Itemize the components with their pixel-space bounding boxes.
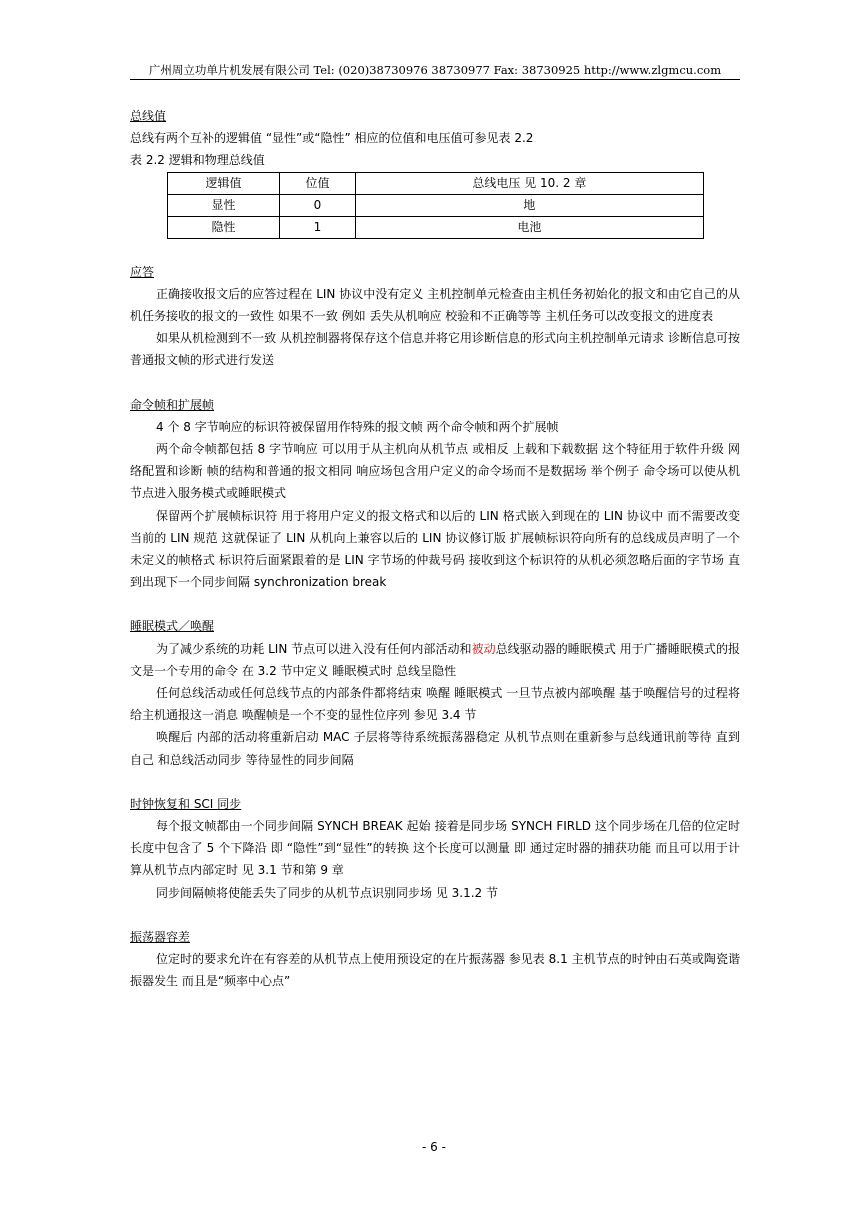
paragraph: 两个命令帧都包括 8 字节响应 可以用于从主机向从机节点 或相反 上载和下载数据 这个特征用于软件升级 网络配置和诊断 帧的结构和普通的报文相同 响应场包含用户定义的命令场而不是数据场 举个例子 命令场可以使从机节点进入服务模式或睡眠模式	[130, 442, 740, 501]
paragraph: 位定时的要求允许在有容差的从机节点上使用预设定的在片振荡器 参见表 8.1 主机节点的时钟由石英或陶瓷谐振器发生 而且是“频率中心点”	[130, 952, 740, 989]
paragraph: 保留两个扩展帧标识符 用于将用户定义的报文格式和以后的 LIN 格式嵌入到现在的 LIN 协议中 而不需要改变当前的 LIN 规范 这就保证了 LIN 从机向上兼容以后的 LIN 协议修订版 扩展帧标识符向所有的总线成员声明了一个未定义的帧格式 标识符后面紧跟着的是 LIN 字节场的仲裁号码 接收到这个标识符的从机必须忽略后面的字节场 直到出现下一个同步间隔 synchronization break	[130, 508, 740, 590]
table-cell: 隐性	[168, 216, 280, 238]
table-cell: 1	[280, 216, 356, 238]
section-heading-bus-values: 总线值	[130, 109, 167, 123]
text-run: 总线驱动器的睡眠模式 用于广播睡眠模式的报文是一个专用的命令 在 3.2 节中定义 睡眠模式时 总线呈隐性	[130, 641, 740, 678]
table-cell: 电池	[355, 216, 703, 238]
paragraph: 4 个 8 字节响应的标识符被保留用作特殊的报文帧 两个命令帧和两个扩展帧	[156, 419, 559, 434]
section-heading-clock-recovery: 时钟恢复和 SCI 同步	[130, 796, 242, 811]
paragraph	[130, 638, 740, 682]
page-header: 广州周立功单片机发展有限公司 Tel: (020)38730976 38730977 Fax: 38730925 http://www.zlgmcu.com	[148, 63, 722, 77]
table-row	[168, 216, 704, 238]
paragraph: 如果从机检测到不一致 从机控制器将保存这个信息并将它用诊断信息的形式向主机控制单元请求 诊断信息可按普通报文帧的形式进行发送	[130, 331, 740, 368]
table-cell: 显性	[168, 194, 280, 216]
bus-values-intro: 总线有两个互补的逻辑值 “显性”或“隐性” 相应的位值和电压值可参见表 2.2	[130, 131, 534, 146]
table-caption: 表 2.2 逻辑和物理总线值	[130, 153, 265, 168]
bus-values-table	[167, 172, 704, 239]
table-cell: 地	[355, 194, 703, 216]
section-heading-oscillator: 振荡器容差	[130, 929, 191, 944]
header-rule	[130, 79, 740, 80]
paragraph: 正确接收报文后的应答过程在 LIN 协议中没有定义 主机控制单元检查由主机任务初始化的报文和由它自己的从机任务接收的报文的一致性 如果不一致 例如 丢失从机响应 校验和不正确等等 主机任务可以改变报文的进度表	[130, 286, 740, 324]
table-cell: 0	[280, 194, 356, 216]
table-header-cell: 逻辑值	[168, 172, 280, 194]
section-heading-response: 应答	[130, 264, 155, 279]
highlighted-text: 被动	[471, 641, 496, 656]
section-heading-command-frames: 命令帧和扩展帧	[130, 397, 215, 412]
page-number: - 6 -	[422, 1140, 446, 1154]
paragraph: 同步间隔帧将使能丢失了同步的从机节点识别同步场 见 3.1.2 节	[156, 885, 498, 900]
table-row	[168, 194, 704, 216]
page-body	[130, 105, 740, 993]
paragraph: 任何总线活动或任何总线节点的内部条件都将结束 唤醒 睡眠模式 一旦节点被内部唤醒 基于唤醒信号的过程将给主机通报这一消息 唤醒帧是一个不变的显性位序列 参见 3.4 节	[130, 686, 740, 723]
table-header-cell: 总线电压 见 10. 2 章	[355, 172, 703, 194]
paragraph: 唤醒后 内部的活动将重新启动 MAC 子层将等待系统振荡器稳定 从机节点则在重新参与总线通讯前等待 直到 自己 和总线活动同步 等待显性的同步间隔	[130, 730, 740, 767]
table-header-cell: 位值	[280, 172, 356, 194]
paragraph: 每个报文帧都由一个同步间隔 SYNCH BREAK 起始 接着是同步场 SYNCH FIRLD 这个同步场在几倍的位定时长度中包含了 5 个下降沿 即 “隐性”到“显性”的转换 这个长度可以测量 即 通过定时器的捕获功能 而且可以用于计算从机节点内部定时 见 3.1 节和第 9 章	[130, 819, 740, 878]
section-heading-sleep-wake: 睡眠模式／唤醒	[130, 619, 215, 634]
text-run: 为了减少系统的功耗 LIN 节点可以进入没有任何内部活动和	[156, 641, 472, 656]
table-header-row	[168, 172, 704, 194]
